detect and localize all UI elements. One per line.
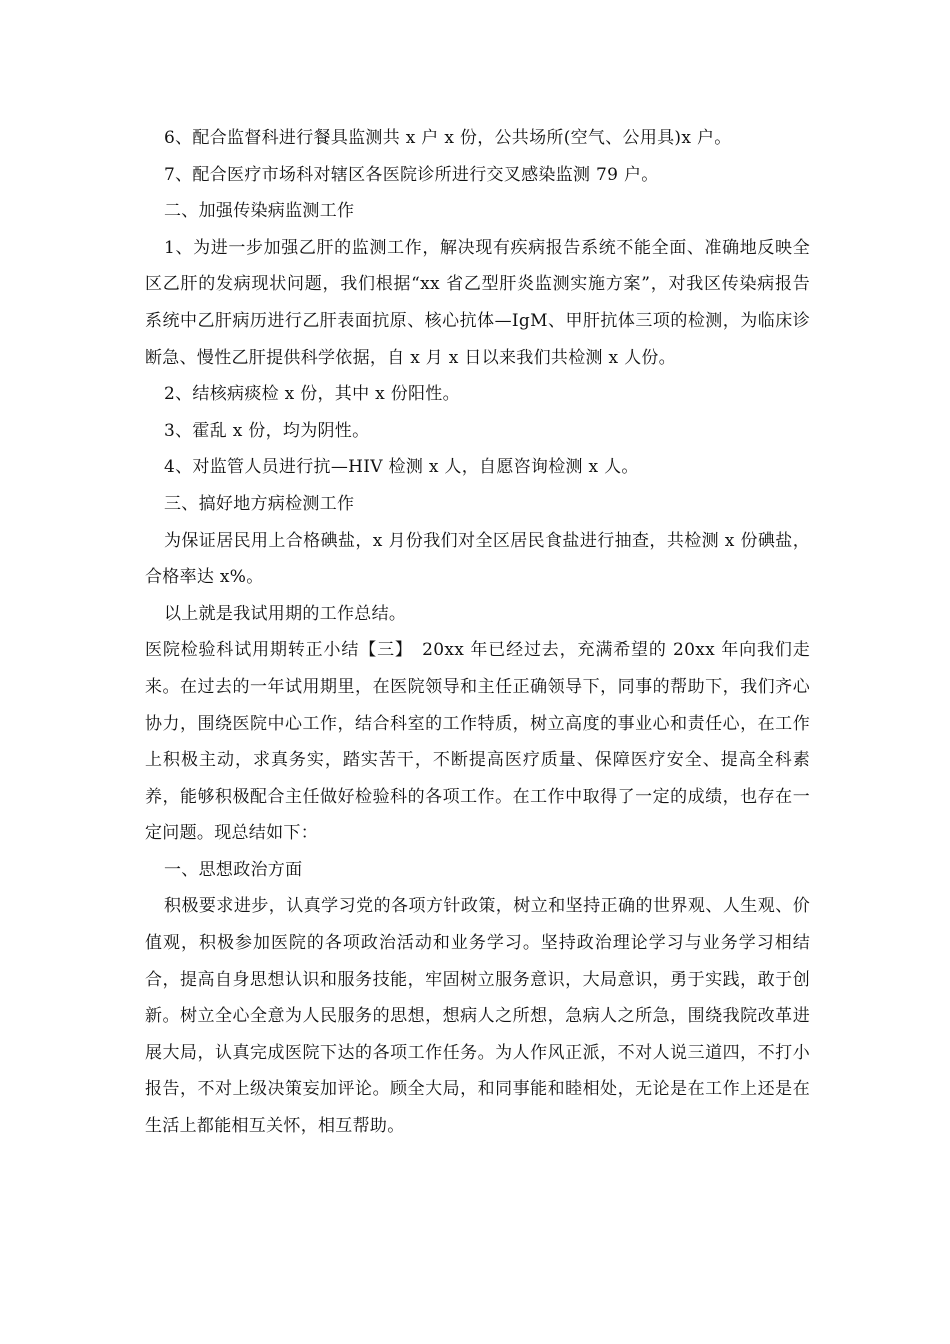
- document-page: [145, 120, 810, 1145]
- section-heading-infectious-disease: 二、加强传染病监测工作: [164, 201, 355, 222]
- section-heading-endemic-disease: 三、搞好地方病检测工作: [164, 493, 355, 514]
- paragraph-iodized-salt: 为保证居民用上合格碘盐，x 月份我们对全区居民食盐进行抽查，共检测 x 份碘盐，合格率达 x%。: [145, 530, 810, 588]
- paragraph-cholera: 3、霍乱 x 份，均为阴性。: [164, 420, 370, 441]
- paragraph-political-thought: 积极要求进步，认真学习党的各项方针政策，树立和坚持正确的世界观、人生观、价值观，积极参加医院的各项政治活动和业务学习。坚持政治理论学习与业务学习相结合，提高自身思想认识和服务技能，牢固树立服务意识，大局意识，勇于实践，敢于创新。树立全心全意为人民服务的思想，想病人之所想，急病人之所急，围绕我院改革进展大局，认真完成医院下达的各项工作任务。为人作风正派，不对人说三道四，不打小报告，不对上级决策妄加评论。顾全大局，和同事能和睦相处，无论是在工作上还是在生活上都能相互关怀，相互帮助。: [145, 896, 810, 1137]
- paragraph-item-7: 7、配合医疗市场科对辖区各医院诊所进行交叉感染监测 79 户。: [164, 164, 659, 185]
- paragraph-tb-sputum: 2、结核病痰检 x 份，其中 x 份阳性。: [164, 384, 460, 405]
- paragraph-summary-three-intro: 医院检验科试用期转正小结【三】 20xx 年已经过去，充满希望的 20xx 年向我们走来。在过去的一年试用期里，在医院领导和主任正确领导下，同事的帮助下，我们齐心协力，围绕医院中心工作，结合科室的工作特质，树立高度的事业心和责任心，在工作上积极主动，求真务实，踏实苦干，不断提高医疗质量、保障医疗安全、提高全科素养，能够积极配合主任做好检验科的各项工作。在工作中取得了一定的成绩，也存在一定问题。现总结如下：: [145, 640, 810, 844]
- paragraph-item-6: 6、配合监督科进行餐具监测共 x 户 x 份，公共场所(空气、公用具)x 户。: [164, 128, 732, 148]
- paragraph-hepatitis-monitoring: 1、为进一步加强乙肝的监测工作，解决现有疾病报告系统不能全面、准确地反映全区乙肝的发病现状问题，我们根据“xx 省乙型肝炎监测实施方案”，对我区传染病报告系统中乙肝病历进行乙肝表面抗原、核心抗体—IgM、甲肝抗体三项的检测，为临床诊断急、慢性乙肝提供科学依据，自 x 月 x 日以来我们共检测 x 人份。: [145, 237, 810, 368]
- section-heading-political-thought: 一、思想政治方面: [164, 859, 303, 880]
- paragraph-summary-closing: 以上就是我试用期的工作总结。: [164, 603, 407, 624]
- paragraph-hiv-testing: 4、对监管人员进行抗—HIV 检测 x 人，自愿咨询检测 x 人。: [164, 457, 639, 478]
